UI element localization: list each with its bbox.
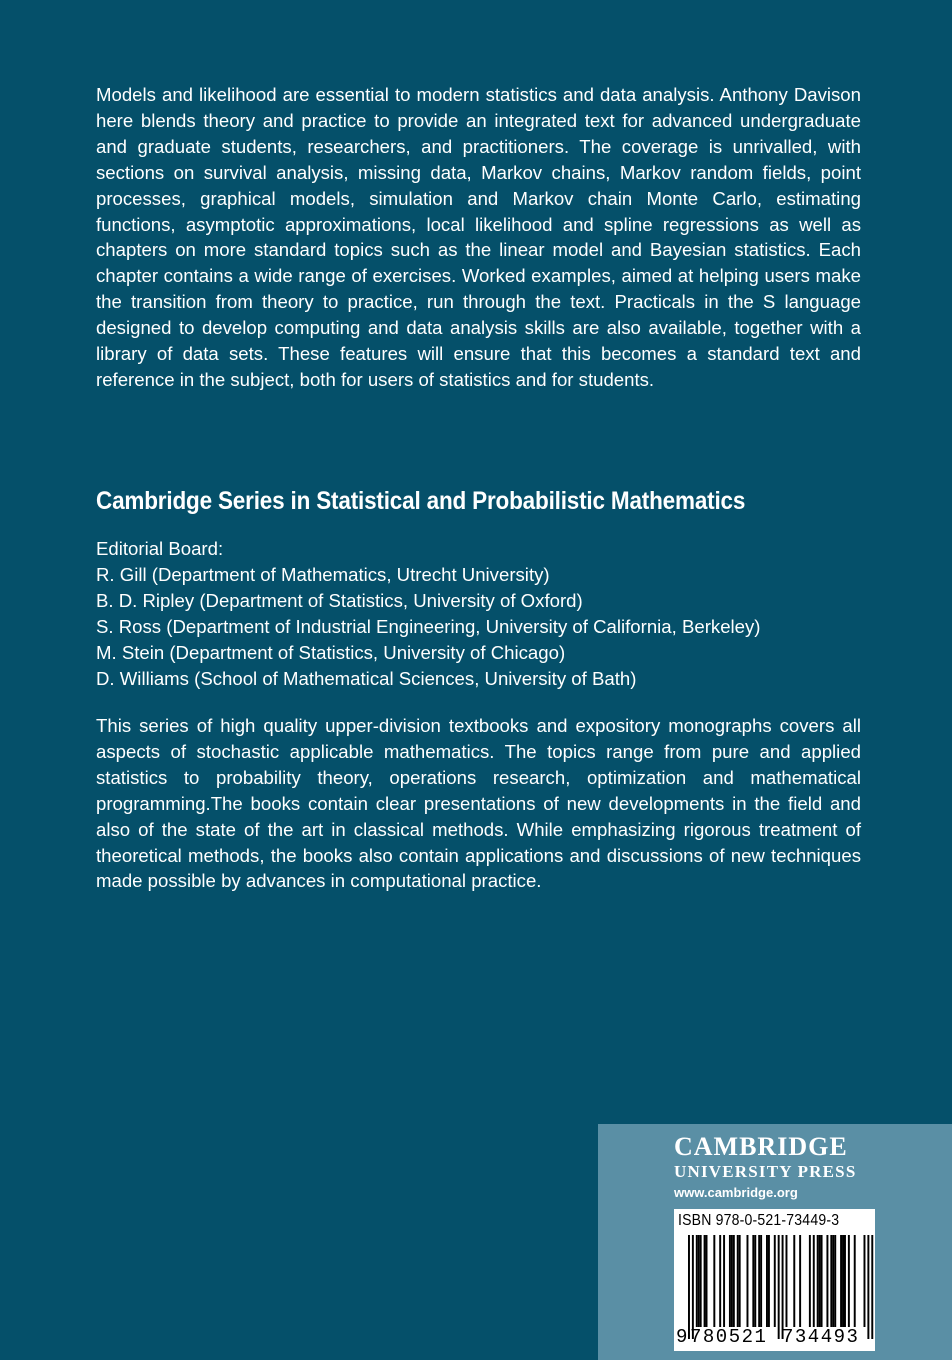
barcode-bar	[821, 1235, 823, 1327]
barcode-digits-right: 734493	[782, 1326, 860, 1348]
barcode-bar	[713, 1235, 715, 1327]
barcode-bar	[706, 1235, 708, 1327]
barcode-bar	[719, 1235, 721, 1327]
barcode-digits	[674, 1326, 875, 1350]
editorial-board-member: M. Stein (Department of Statistics, University of Chicago)	[96, 641, 566, 663]
barcode-bar	[747, 1235, 749, 1327]
barcode-bar	[786, 1235, 788, 1327]
barcode-bar	[768, 1235, 770, 1327]
barcode-bar	[704, 1235, 706, 1327]
barcode-bar	[840, 1235, 842, 1327]
isbn-label: ISBN 978-0-521-73449-3	[678, 1212, 840, 1229]
barcode-bar	[733, 1235, 735, 1327]
editorial-board-heading: Editorial Board:	[96, 538, 224, 559]
editorial-board-member: S. Ross (Department of Industrial Engineering, University of California, Berkeley)	[96, 615, 761, 637]
editorial-board-member: D. Williams (School of Mathematical Sciences, University of Bath)	[96, 667, 637, 689]
barcode-bar	[723, 1235, 725, 1327]
series-description: This series of high quality upper-division textbooks and expository monographs covers all aspects of stochastic applicable mathematics. The topics range from pure and applied statistics to probability theory, operations research, optimization and mathematical programming.The books contain clear presentations of new developments in the field and also of the state of the art in classical methods. While emphasizing rigorous treatment of theoretical methods, the books also contain applications and discussions of new techniques made possible by advances in computational practice.	[96, 715, 861, 892]
barcode-bar	[752, 1235, 754, 1327]
barcode-bar	[832, 1235, 834, 1327]
barcode-bar	[826, 1235, 828, 1327]
editorial-board-member: R. Gill (Department of Mathematics, Utrecht University)	[96, 563, 550, 585]
barcode-bar	[819, 1235, 821, 1327]
barcode-bar	[739, 1235, 741, 1327]
barcode-bar	[834, 1235, 836, 1327]
barcode-bar	[830, 1235, 832, 1327]
barcode-bar	[817, 1235, 819, 1327]
editorial-board	[96, 536, 886, 691]
barcode-bar	[793, 1235, 795, 1327]
barcode-bar	[758, 1235, 760, 1327]
barcode-bar	[737, 1235, 739, 1327]
barcode-bar	[848, 1235, 850, 1327]
barcode-bar	[871, 1235, 873, 1339]
barcode-bar	[692, 1235, 694, 1339]
barcode-bar	[854, 1235, 856, 1327]
barcode-bar	[844, 1235, 846, 1327]
barcode-bar	[778, 1235, 780, 1339]
barcode-bar	[867, 1235, 869, 1339]
barcode-bar	[754, 1235, 756, 1327]
barcode-bar	[766, 1235, 768, 1327]
barcode-bar	[688, 1235, 690, 1339]
barcode-bar	[799, 1235, 801, 1327]
editorial-board-member: B. D. Ripley (Department of Statistics, University of Oxford)	[96, 589, 583, 611]
barcode-bar	[813, 1235, 815, 1327]
publisher-logo-name: CAMBRIDGE	[674, 1132, 848, 1161]
barcode-bar	[782, 1235, 784, 1339]
barcode-bar	[700, 1235, 702, 1327]
barcode-bar	[760, 1235, 762, 1327]
barcode-bar	[809, 1235, 811, 1327]
barcode-bar	[731, 1235, 733, 1327]
barcode-bar	[774, 1235, 776, 1327]
series-title: Cambridge Series in Statistical and Probabilistic Mathematics	[96, 487, 746, 515]
barcode-digit-first: 9	[676, 1326, 688, 1348]
barcode-bar	[842, 1235, 844, 1327]
publisher-url[interactable]: www.cambridge.org	[674, 1185, 798, 1200]
publisher-panel	[598, 1124, 952, 1360]
barcode-bar	[696, 1235, 698, 1327]
barcode-bar	[729, 1235, 731, 1327]
barcode-bar	[698, 1235, 700, 1327]
barcode-digits-left: 780521	[690, 1326, 768, 1348]
publisher-logo-subname: UNIVERSITY PRESS	[674, 1162, 857, 1181]
book-description: Models and likelihood are essential to modern statistics and data analysis. Anthony Davison here blends theory and practice to provide an integrated text for advanced undergraduate and graduate students, researchers, and practitioners. The coverage is unrivalled, with sections on survival analysis, missing data, Markov chains, Markov random fields, point processes, graphical models, simulation and Markov chain Monte Carlo, estimating functions, asymptotic approximations, local likelihood and spline regressions as well as chapters on more standard topics such as the linear model and Bayesian statistics. Each chapter contains a wide range of exercises. Worked examples, aimed at helping users make the transition from theory to practice, run through the text. Practicals in the S language designed to develop computing and data analysis skills are also available, together with a library of data sets. These features will ensure that this becomes a standard text and reference in the subject, both for users of statistics and for students.	[96, 84, 861, 390]
barcode-panel	[674, 1209, 875, 1351]
barcode-bar	[864, 1235, 866, 1327]
